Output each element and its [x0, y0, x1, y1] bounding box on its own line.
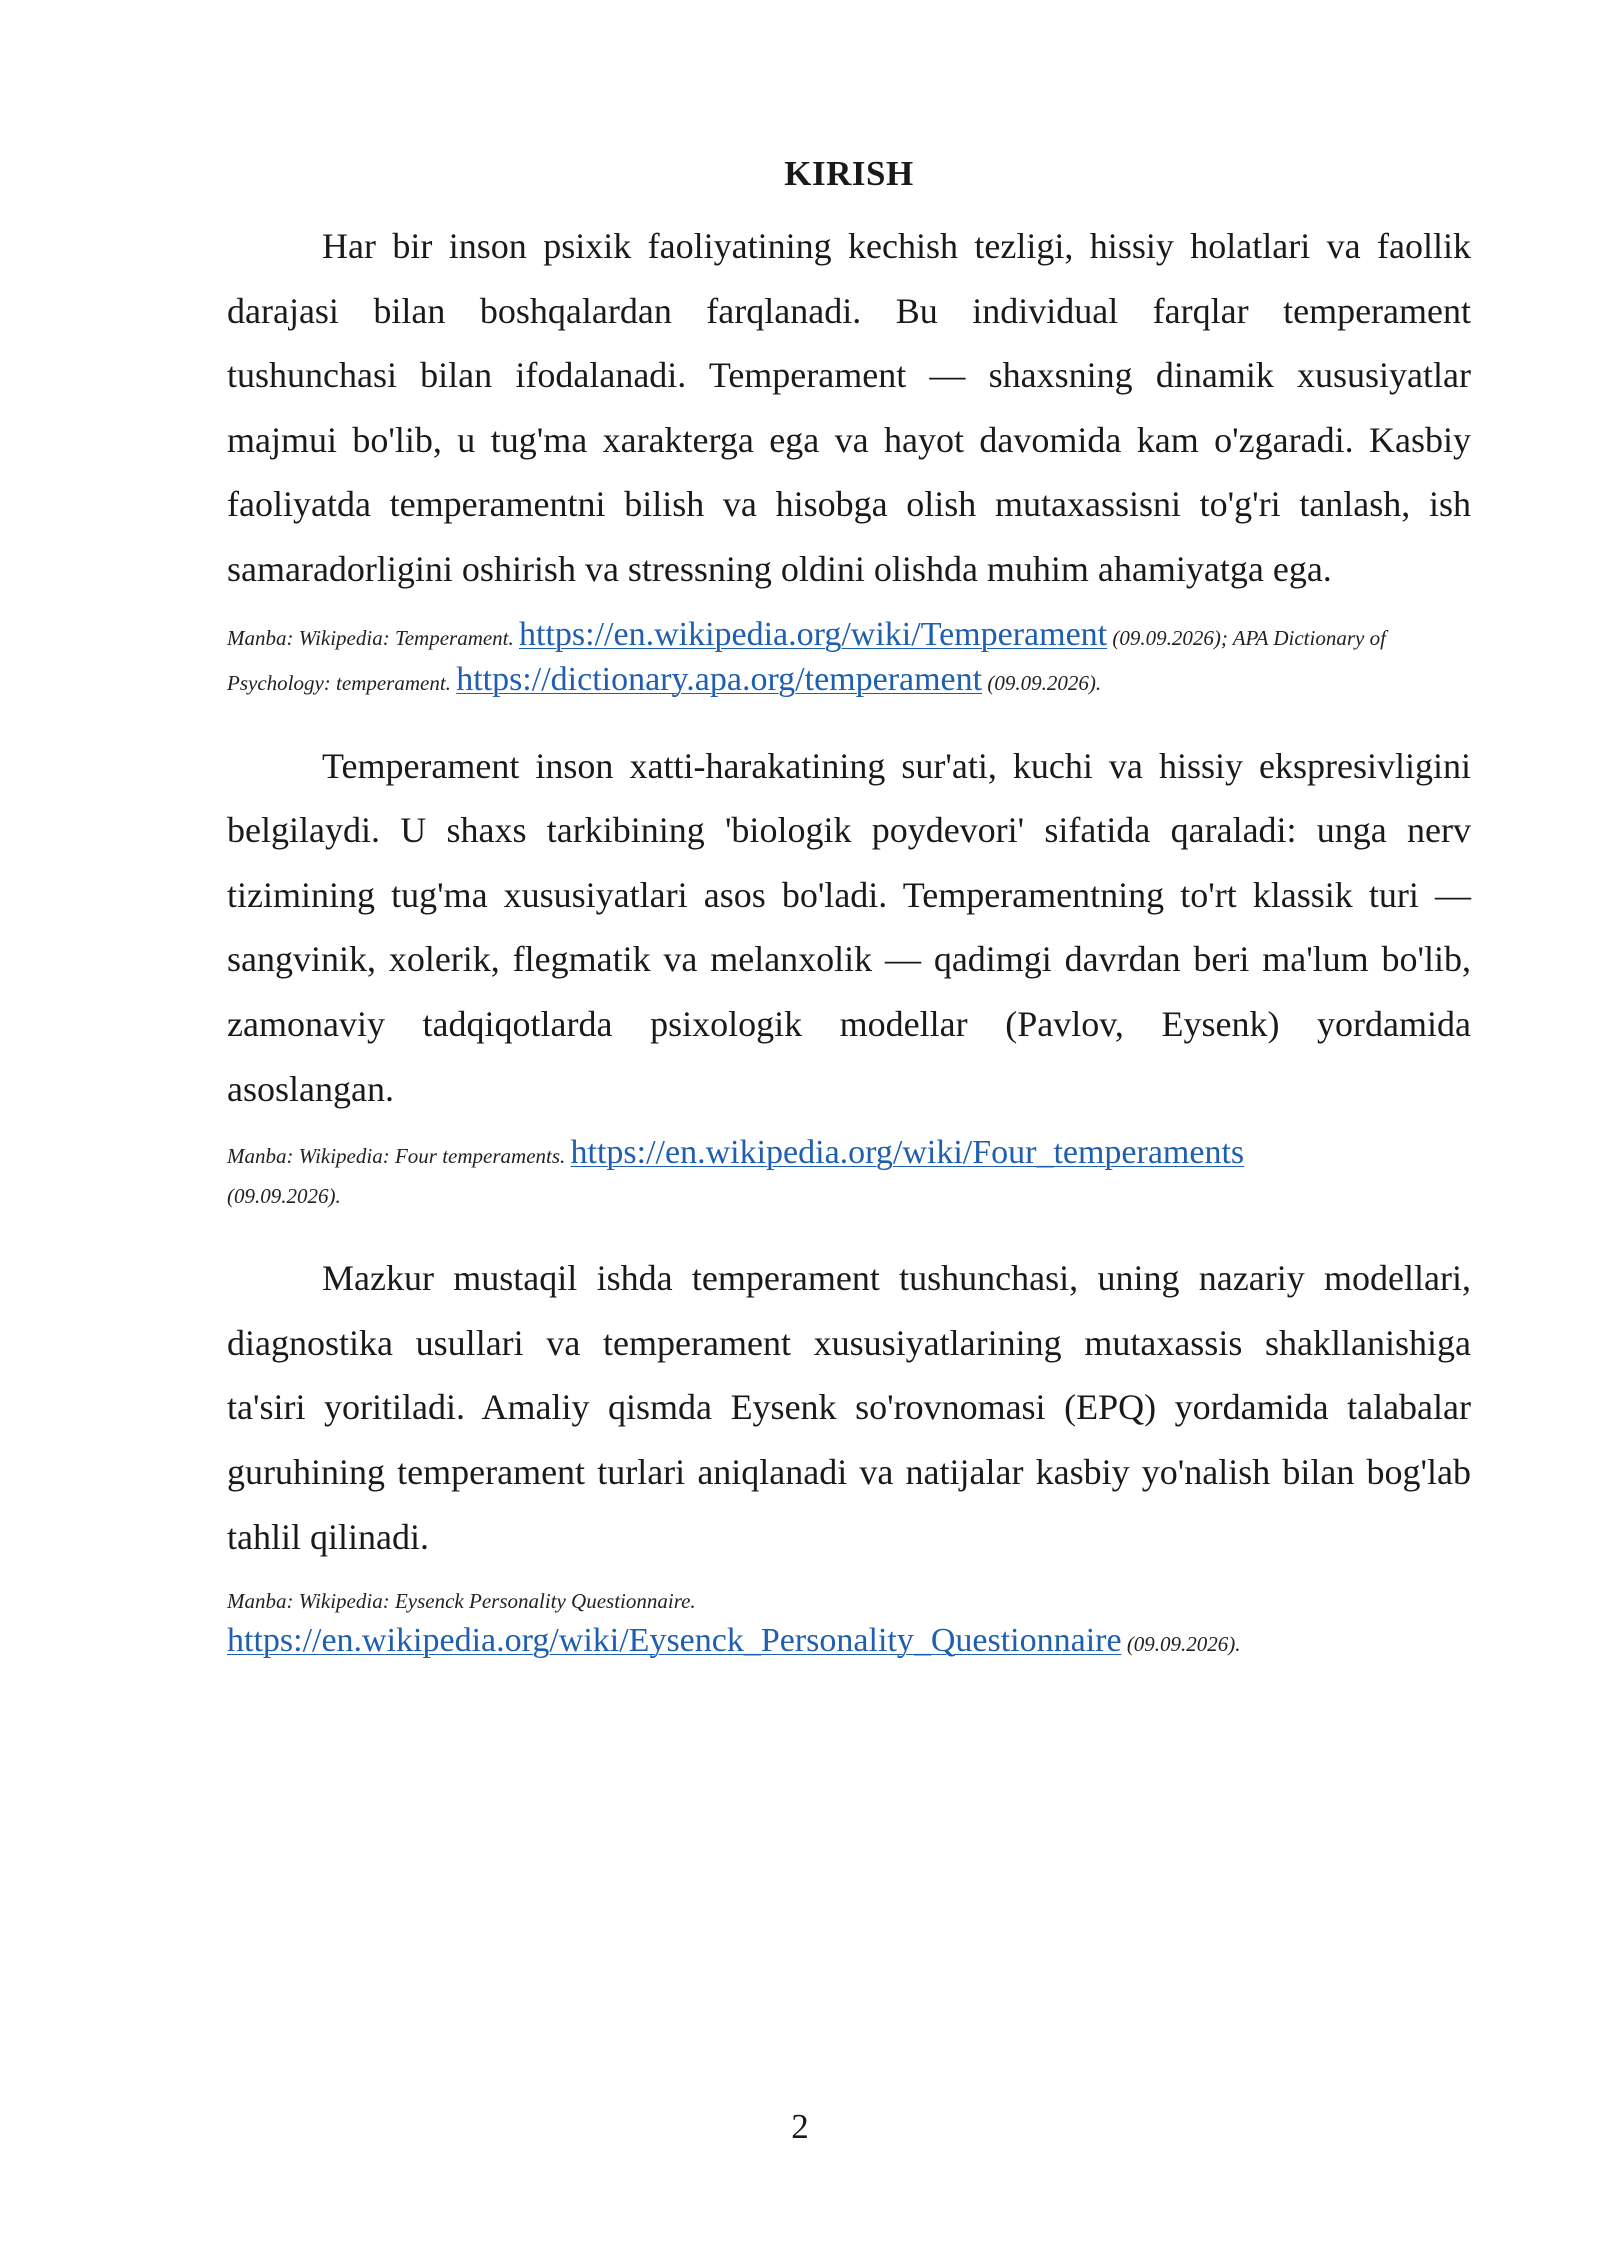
page-content	[227, 148, 1471, 1694]
source-link-apa-temperament[interactable]: https://dictionary.apa.org/temperament	[456, 660, 983, 698]
page-number: 2	[791, 2107, 809, 2146]
source-note-3-text: Manba: Wikipedia: Eysenck Personality Questionnaire.	[227, 1589, 696, 1614]
source-note-2	[227, 1133, 1471, 1216]
source-link-four-temperaments[interactable]: https://en.wikipedia.org/wiki/Four_temperaments	[570, 1134, 1245, 1172]
source-note-1-date-2: (09.09.2026).	[987, 670, 1102, 695]
source-link-eysenck-questionnaire[interactable]: https://en.wikipedia.org/wiki/Eysenck_Personality_Questionnaire	[227, 1622, 1122, 1660]
source-link-wikipedia-temperament[interactable]: https://en.wikipedia.org/wiki/Temperament	[519, 615, 1108, 653]
source-note-3-date: (09.09.2026).	[1126, 1632, 1241, 1657]
section-heading: KIRISH	[784, 154, 914, 193]
source-note-1-date-and-apa: (09.09.2026); APA Dictionary of Psychology: temperament.	[227, 625, 1386, 695]
paragraph-2: Temperament inson xatti-harakatining sur'ati, kuchi va hissiy ekspresivligini belgilaydi. U shaxs tarkibining 'biologik poydevori' sifatida qaraladi: unga nerv tizimining tug'ma xususiyatlari asos bo'ladi. Temperamentning to'rt klassik turi — sangvinik, xolerik, flegmatik va melanxolik — qadimgi davrdan beri ma'lum bo'lib, zamonaviy tadqiqotlarda psixologik modellar (Pavlov, Eysenk) yordamida asoslangan.	[227, 745, 1471, 1109]
source-note-2-text: Manba: Wikipedia: Four temperaments.	[227, 1144, 566, 1169]
paragraph-3: Mazkur mustaqil ishda temperament tushunchasi, uning nazariy modellari, diagnostika usullari va temperament xususiyatlarining mutaxassis shakllanishiga ta'siri yoritiladi. Amaliy qismda Eysenk so'rovnomasi (EPQ) yordamida talabalar guruhining temperament turlari aniqlanadi va natijalar kasbiy yo'nalish bilan bog'lab tahlil qilinadi.	[227, 1258, 1471, 1557]
source-note-3	[227, 1581, 1471, 1664]
source-note-1	[227, 614, 1471, 704]
paragraph-1: Har bir inson psixik faoliyatining kechish tezligi, hissiy holatlari va faollik darajasi bilan boshqalardan farqlanadi. Bu individual farqlar temperament tushunchasi bilan ifodalanadi. Temperament — shaxsning dinamik xususiyatlar majmui bo'lib, u tug'ma xarakterga ega va hayot davomida kam o'zgaradi. Kasbiy faoliyatda temperamentni bilish va hisobga olish mutaxassisni to'g'ri tanlash, ish samaradorligini oshirish va stressning oldini olishda muhim ahamiyatga ega.	[227, 226, 1471, 589]
source-note-2-date: (09.09.2026).	[227, 1184, 341, 1209]
source-note-1-text: Manba: Wikipedia: Temperament.	[227, 625, 514, 650]
